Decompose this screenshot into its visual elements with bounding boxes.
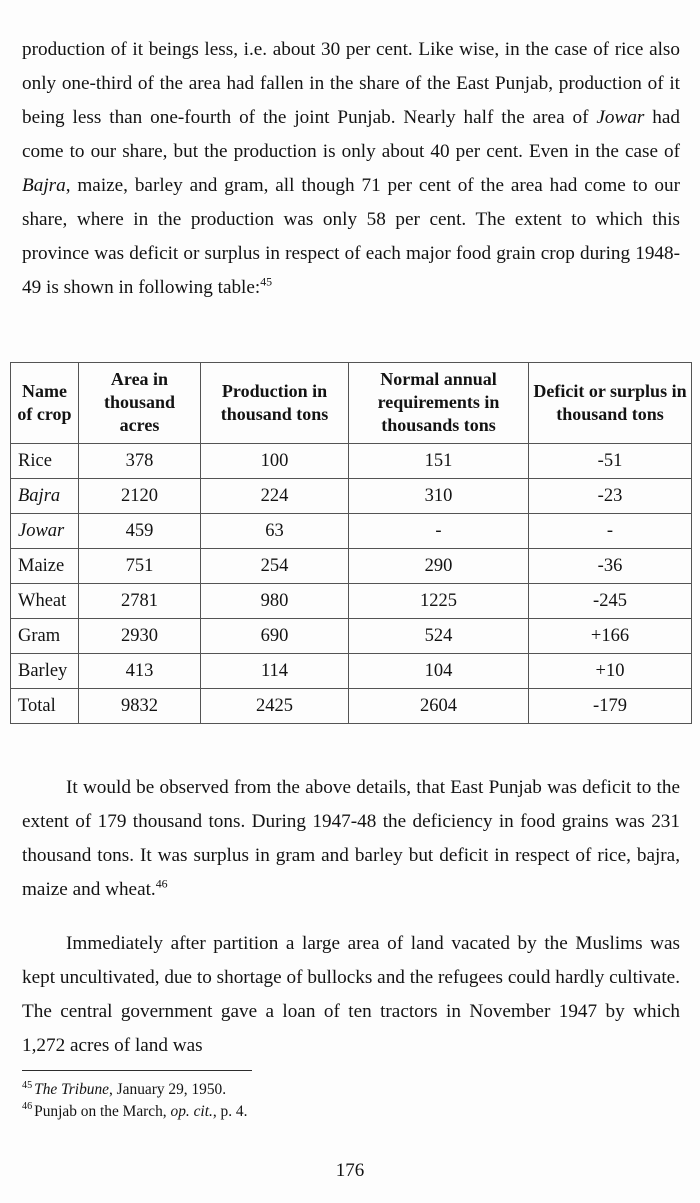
cell-crop-name: Total — [11, 689, 79, 724]
column-header-deficit-surplus: Deficit or surplus in thousand tons — [529, 363, 692, 444]
footnote-italic-title: The Tribune — [34, 1081, 109, 1098]
table-row — [11, 479, 692, 514]
paragraph-1-segment-1: production of it beings less, i.e. about 30 per cent. Like wise, in the case of rice also only one-third of the area had fallen in the share of the East Punjab, production of it being less than one-fourth of the joint Punjab. Nearly half the area of — [22, 39, 680, 129]
cell-area: 378 — [79, 444, 201, 479]
cell-area: 459 — [79, 514, 201, 549]
cell-crop-name — [11, 514, 79, 549]
footnote-item — [22, 1101, 662, 1123]
paragraph-2-text: It would be observed from the above details, that East Punjab was deficit to the extent of 179 thousand tons. During 1947-48 the deficiency in food grains was 231 thousand tons. It was surplus in gram and barley but deficit in respect of rice, bajra, maize and wheat. — [22, 777, 680, 901]
paragraph-3 — [22, 927, 680, 1063]
footnote-text-post: , January 29, 1950. — [108, 1081, 227, 1098]
table-row — [11, 514, 692, 549]
cell-area: 2120 — [79, 479, 201, 514]
cell-crop-name: Maize — [11, 549, 79, 584]
crop-statistics-table — [10, 362, 692, 724]
cell-crop-name: Wheat — [11, 584, 79, 619]
cell-requirement: 104 — [349, 654, 529, 689]
footnote-number: 46 — [22, 1101, 33, 1113]
cell-area: 2930 — [79, 619, 201, 654]
cell-production: 2425 — [201, 689, 349, 724]
column-header-requirements: Normal annual requirements in thousands tons — [349, 363, 529, 444]
table-row — [11, 549, 692, 584]
cell-deficit-surplus: +10 — [529, 654, 692, 689]
table-row — [11, 689, 692, 724]
footnote-number: 45 — [22, 1079, 33, 1091]
footnote-text-pre: Punjab on the March, — [34, 1102, 171, 1120]
cell-deficit-surplus: -245 — [529, 584, 692, 619]
cell-production: 224 — [201, 479, 349, 514]
table-row — [11, 654, 692, 689]
paragraph-1-segment-2: had come to our share, but the production is only about 40 per cent. Even in the case of — [22, 107, 680, 163]
table-row — [11, 619, 692, 654]
paragraph-1-segment-3: , maize, barley and gram, all though 71 per cent of the area had come to our share, where in the production was only 58 per cent. The extent to which this province was deficit or surplus in respect of each major food grain crop during 1948-49 is shown in following table: — [22, 175, 680, 299]
table-row — [11, 444, 692, 479]
cell-requirement: 1225 — [349, 584, 529, 619]
footnote-italic-title: op. cit. — [170, 1102, 213, 1120]
column-header-area: Area in thousand acres — [79, 363, 201, 444]
paragraph-1 — [22, 33, 680, 305]
cell-area: 413 — [79, 654, 201, 689]
cell-production: 254 — [201, 549, 349, 584]
cell-deficit-surplus: -36 — [529, 549, 692, 584]
cell-production: 690 — [201, 619, 349, 654]
footnote-separator-rule — [22, 1070, 252, 1071]
cell-production: 100 — [201, 444, 349, 479]
italic-term-bajra: Bajra — [22, 175, 66, 197]
cell-deficit-surplus: +166 — [529, 619, 692, 654]
cell-production: 114 — [201, 654, 349, 689]
table-header-row — [11, 363, 692, 444]
column-header-production: Production in thousand tons — [201, 363, 349, 444]
italic-crop-name: Jowar — [18, 521, 65, 541]
paragraph-3-text: Immediately after partition a large area of land vacated by the Muslims was kept uncultivated, due to shortage of bullocks and the refugees could hardly cultivate. The central government gave a loan of ten tractors in November 1947 by which 1,272 acres of land was — [22, 933, 680, 1057]
cell-production: 63 — [201, 514, 349, 549]
cell-area: 9832 — [79, 689, 201, 724]
cell-crop-name: Rice — [11, 444, 79, 479]
italic-term-jowar: Jowar — [596, 107, 645, 129]
footnote-marker-46: 46 — [155, 876, 168, 891]
table-body — [11, 444, 692, 724]
cell-deficit-surplus: -51 — [529, 444, 692, 479]
cell-crop-name: Barley — [11, 654, 79, 689]
footnote-marker-45: 45 — [260, 274, 273, 289]
cell-requirement: 290 — [349, 549, 529, 584]
cell-deficit-surplus: -179 — [529, 689, 692, 724]
cell-requirement: 2604 — [349, 689, 529, 724]
cell-requirement: 524 — [349, 619, 529, 654]
cell-requirement: 151 — [349, 444, 529, 479]
cell-area: 2781 — [79, 584, 201, 619]
footnote-list — [22, 1079, 662, 1122]
column-header-name-of-crop: Name of crop — [11, 363, 79, 444]
table-row — [11, 584, 692, 619]
cell-deficit-surplus: - — [529, 514, 692, 549]
cell-area: 751 — [79, 549, 201, 584]
cell-crop-name: Gram — [11, 619, 79, 654]
page-number: 176 — [335, 1160, 365, 1181]
cell-deficit-surplus: -23 — [529, 479, 692, 514]
cell-production: 980 — [201, 584, 349, 619]
cell-requirement: 310 — [349, 479, 529, 514]
paragraph-2 — [22, 771, 680, 907]
footnote-item — [22, 1079, 662, 1101]
footnote-text-post: , p. 4. — [212, 1102, 248, 1120]
cell-crop-name — [11, 479, 79, 514]
italic-crop-name: Bajra — [18, 486, 61, 506]
table-header — [11, 363, 692, 444]
cell-requirement: - — [349, 514, 529, 549]
